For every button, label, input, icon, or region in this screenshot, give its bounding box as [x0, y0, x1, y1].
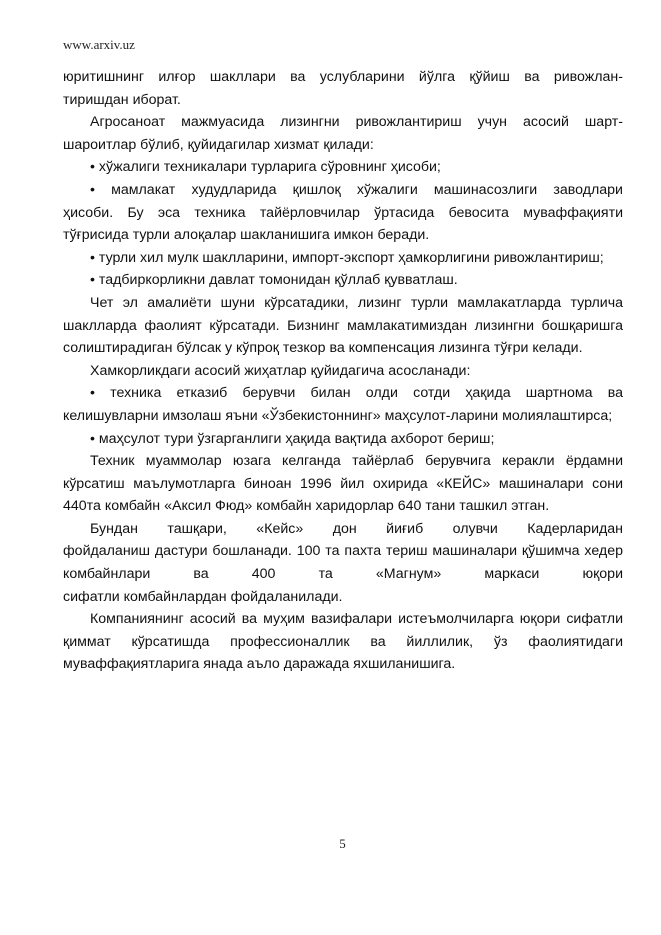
text-line: • маҳсулот тури ўзгарганлиги ҳақида вақтида ахборот бериш;	[90, 430, 495, 447]
paragraph	[63, 179, 623, 247]
text-line: келишувларни имзолаш яъни «Ўзбекистоннинг» маҳсулот-ларини молиялаштирса;	[63, 407, 613, 424]
text-line: Компаниянинг асосий ва муҳим вазифалари истеъмолчиларга юқори сифатли	[90, 611, 623, 628]
text-line: Техник муаммолар юзага келганда тайёрлаб берувчига керакли ёрдамни	[90, 453, 623, 470]
site-header: www.arxiv.uz	[63, 37, 135, 52]
text-line: тўғрисида турли алоқалар шакланишига имкон беради.	[63, 227, 430, 244]
text-line: кўрсатиш маълумотларга биноан 1996 йил охирида «КЕЙС» машиналари сони	[63, 475, 623, 492]
text-line: муваффақиятларига янада аъло даражада яхшиланишига.	[63, 656, 456, 673]
text-line: шароитлар бўлиб, қуйидагилар хизмат қилади:	[63, 136, 374, 153]
paragraph	[63, 360, 623, 383]
text-line: • мамлакат худудларида қишлоқ хўжалиги машинасозлиги заводлари	[90, 181, 623, 198]
page-number: 5	[339, 836, 346, 851]
text-line: Агросаноат мажмуасида лизингни ривожлантириш учун асосий шарт-	[90, 114, 623, 131]
text-line: қиммат кўрсатишда профессионаллик ва йиллилик, ўз фаолиятидаги	[63, 633, 623, 650]
paragraph	[63, 292, 623, 360]
text-line: юритишнинг илғор шакллари ва услубларини йўлга қўйиш ва ривожлан-	[63, 69, 623, 85]
text-line: фойдаланиш дастури бошланади. 100 та пахта териш машиналари қўшимча хедер	[63, 543, 623, 560]
paragraph	[63, 428, 623, 451]
text-line: тиришдан иборат.	[63, 91, 181, 108]
text-line: • хўжалиги техникалари турларига сўровнинг ҳисоби;	[90, 159, 441, 176]
text-line: Бундан ташқари, «Кейс» дон йиғиб олувчи Кадерларидан	[90, 520, 623, 537]
text-line: комбайнлари ва 400 та «Магнум» маркаси юқори	[63, 566, 623, 583]
paragraph	[63, 450, 623, 518]
text-line: • турли хил мулк шаклларини, импорт-экспорт ҳамкорлигини ривожлантириш;	[90, 249, 604, 266]
text-line: ҳисоби. Бу эса техника тайёрловчилар ўртасида бевосита муваффақияти	[63, 204, 623, 221]
paragraph	[63, 382, 623, 427]
text-line: • тадбиркорликни давлат томонидан қўллаб қувватлаш.	[90, 272, 458, 289]
page-number-wrapper	[0, 836, 661, 852]
document-body	[63, 66, 623, 676]
text-line: • техника етказиб берувчи билан олди сотди ҳақида шартнома ва	[90, 385, 623, 402]
text-line: Чет эл амалиёти шуни кўрсатадики, лизинг турли мамлакатларда турлича	[90, 294, 623, 311]
text-line: шаклларда фаолият кўрсатади. Бизнинг мамлакатимиздан лизингни бошқаришга	[63, 317, 623, 334]
paragraph	[63, 269, 623, 292]
text-line: солиштирадиган бўлсак у кўпроқ тезкор ва компенсация лизинга тўғри келади.	[63, 340, 583, 357]
paragraph	[63, 247, 623, 270]
paragraph	[63, 608, 623, 676]
paragraph	[63, 518, 623, 608]
paragraph	[63, 156, 623, 179]
text-line: сифатли комбайнлардан фойдаланилади.	[63, 588, 343, 605]
paragraph	[63, 66, 623, 111]
paragraph	[63, 111, 623, 156]
text-line: 440та комбайн «Аксил Фюд» комбайн харидорлар 640 тани ташкил этган.	[63, 498, 550, 515]
text-line: Хамкорликдаги асосий жиҳатлар қуйидагича асосланади:	[90, 362, 471, 379]
